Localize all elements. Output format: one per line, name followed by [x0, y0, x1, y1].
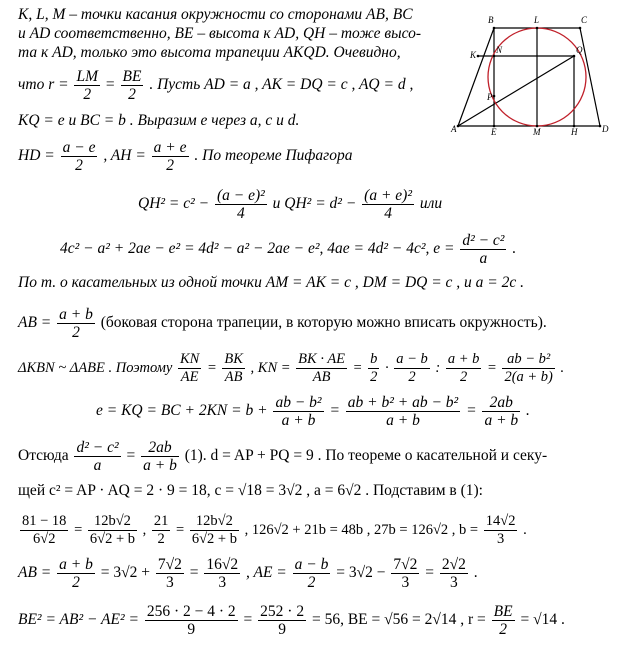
numerator: ab − b²: [502, 351, 554, 369]
fraction: [145, 603, 238, 638]
equals: =: [74, 521, 83, 538]
text-part: = 3√2 −: [336, 564, 386, 582]
equals: =: [352, 359, 363, 376]
formula-line-8: [60, 232, 516, 267]
fraction: [152, 513, 171, 548]
text-line-9: По т. о касательных из одной точки AM = AK = c , DM = DQ = c , и a = 2c .: [18, 274, 525, 291]
numerator: a − e: [62, 139, 96, 156]
label-q: Q: [576, 45, 583, 55]
equals: =: [176, 521, 185, 538]
formula-line-10: [18, 306, 547, 341]
text-line-1: K, L, M – точки касания окружности со сторонами AB, BC: [18, 6, 413, 23]
text-part: (1). d = AP + PQ = 9 . По теореме о касательной и секу-: [184, 447, 548, 465]
text-part: = 3√2 +: [100, 564, 150, 582]
denominator: AB: [312, 369, 331, 385]
numerator: 12b√2: [190, 513, 239, 531]
denominator: a + b: [143, 457, 177, 474]
denominator: 4: [237, 205, 245, 222]
denominator: 2: [128, 86, 136, 103]
fraction: [482, 394, 520, 429]
denominator: 9: [187, 621, 196, 638]
label-b: B: [488, 15, 494, 25]
numerator: 2ab: [141, 439, 179, 457]
numerator: d² − c²: [462, 232, 505, 249]
denominator: a + b: [281, 412, 316, 429]
formula-line-6: [18, 139, 352, 174]
text-part: AB =: [18, 564, 52, 582]
equals: =: [329, 402, 340, 420]
fraction: [346, 394, 460, 429]
fraction: [156, 556, 184, 591]
numerator: b: [370, 351, 378, 367]
formula-line-7: [138, 187, 442, 222]
numerator: (a − e)²: [216, 187, 265, 204]
fraction: [141, 439, 179, 474]
numerator: a + b: [447, 351, 480, 367]
denominator: 9: [278, 621, 286, 638]
comma: ,: [142, 521, 147, 538]
denominator: 2: [459, 369, 468, 385]
text-part: ΔKBN ~ ΔABE . Поэтому: [18, 359, 173, 376]
numerator: 16√2: [206, 556, 239, 573]
fraction: [204, 556, 240, 591]
numerator: 2√2: [441, 556, 466, 573]
numerator: a + b: [59, 306, 93, 323]
denominator: 3: [166, 574, 174, 591]
numerator: ab + b² + ab − b²: [347, 394, 459, 411]
numerator: 252 · 2: [260, 603, 305, 620]
fraction: [446, 351, 482, 386]
text-part: , AH =: [103, 147, 146, 165]
text-part: , KN =: [250, 359, 291, 376]
text-part: Отсюда: [18, 447, 69, 465]
formula-line-15: [18, 513, 527, 548]
fraction: [121, 68, 144, 103]
denominator: 4: [384, 205, 392, 222]
fraction: [74, 439, 120, 474]
numerator: 256 · 2 − 4 · 2: [146, 603, 236, 620]
numerator: 21: [153, 513, 169, 529]
numerator: 81 − 18: [22, 513, 67, 529]
numerator: BE: [493, 603, 513, 620]
fraction: [362, 187, 414, 222]
label-m: M: [533, 127, 541, 136]
denominator: 6√2 + b: [89, 531, 136, 547]
text-part: что r =: [18, 76, 69, 94]
text-part: BE² = AB² − AE² =: [18, 611, 139, 629]
equals: =: [487, 359, 497, 376]
text-line-14: щей c² = AP · AQ = 2 · 9 = 18, c = √18 = 3√2 , a = 6√2 . Подставим в (1):: [18, 482, 483, 499]
text-part: . По теореме Пифагора: [194, 147, 353, 165]
text-line-5: KQ = e и BC = b . Выразим e через a, c и d.: [18, 112, 300, 129]
denominator: a: [93, 457, 102, 474]
denominator: 6√2: [32, 531, 56, 547]
numerator: d² − c²: [76, 439, 119, 456]
denominator: 2: [370, 369, 378, 385]
numerator: 14√2: [485, 513, 516, 529]
colon: :: [435, 359, 441, 376]
text-part: (боковая сторона трапеции, в которую можно вписать окружность).: [100, 314, 547, 332]
text-part: .: [523, 521, 527, 538]
denominator: 2: [157, 531, 165, 547]
text-part: , 126√2 + 21b = 48b , 27b = 126√2 , b =: [244, 521, 479, 538]
fraction: [215, 187, 267, 222]
fraction: [293, 556, 331, 591]
label-h: H: [571, 127, 578, 136]
numerator: a − b: [294, 556, 329, 573]
fraction: [88, 513, 137, 548]
text-part: HD =: [18, 147, 55, 165]
equals: =: [466, 402, 477, 420]
equals: =: [206, 359, 217, 376]
text-part: QH² = c² −: [138, 195, 210, 213]
numerator: BK: [224, 351, 243, 367]
geometry-figure: [448, 8, 610, 136]
fraction: [57, 556, 95, 591]
denominator: 2: [408, 369, 416, 385]
numerator: a − b: [396, 351, 428, 367]
label-k: K: [470, 50, 477, 60]
fraction: [502, 351, 554, 386]
fraction: [61, 139, 98, 174]
text-part: = √14 .: [520, 611, 565, 629]
fraction: [258, 603, 306, 638]
text-part: , AE =: [246, 564, 287, 582]
equals: =: [105, 76, 115, 94]
numerator: BK · AE: [298, 351, 346, 367]
denominator: 2(a + b): [504, 369, 553, 385]
text-part: . Пусть AD = a , AK = DQ = c , AQ = d ,: [149, 76, 414, 94]
trapezoid: [458, 28, 600, 126]
fraction: [20, 513, 68, 548]
text-part: или: [419, 195, 443, 213]
numerator: 2ab: [482, 394, 520, 412]
denominator: AB: [224, 369, 243, 385]
text-part: 4c² − a² + 2ae − e² = 4d² − a² − 2ae − e², 4ae = 4d² − 4c², e =: [60, 240, 455, 258]
fraction: [190, 513, 239, 548]
denominator: a: [479, 250, 488, 267]
formula-line-16: [18, 556, 478, 591]
fraction: [484, 513, 518, 548]
denominator: 2: [499, 621, 507, 638]
text-part: = 56, BE = √56 = 2√14 , r =: [311, 611, 486, 629]
denominator: 2: [307, 574, 316, 591]
numerator: a + e: [153, 139, 187, 156]
denominator: 3: [401, 574, 410, 591]
formula-line-12: [96, 394, 530, 429]
equals: =: [243, 611, 253, 629]
numerator: (a + e)²: [364, 187, 412, 204]
text-part: .: [512, 240, 517, 258]
label-p: P: [487, 92, 493, 102]
numerator: LM: [76, 68, 99, 85]
formula-line-4: [18, 68, 413, 103]
denominator: 2: [166, 157, 174, 174]
fraction: [74, 68, 100, 103]
fraction: [368, 351, 379, 386]
label-n: N: [496, 45, 503, 55]
denominator: 2: [75, 157, 83, 174]
equals: =: [126, 447, 136, 465]
text-part: .: [560, 359, 565, 376]
fraction: [57, 306, 95, 341]
denominator: 2: [72, 324, 80, 341]
label-d: D: [602, 124, 609, 134]
text-part: e = KQ = BC + 2KN = b +: [96, 402, 268, 420]
fraction: [296, 351, 347, 386]
fraction: [492, 603, 515, 638]
dot: ·: [384, 359, 389, 376]
numerator: a + b: [59, 556, 93, 573]
denominator: 2: [72, 574, 80, 591]
denominator: 2: [83, 86, 92, 103]
numerator: 12b√2: [88, 513, 137, 531]
denominator: 3: [496, 531, 505, 547]
equals: =: [189, 564, 199, 582]
numerator: 7√2: [157, 556, 182, 573]
text-part: и QH² = d² −: [272, 195, 357, 213]
text-line-2: и AD соответственно, BE – высота к AD, QH – тоже высо-: [18, 25, 421, 42]
text-part: .: [526, 402, 530, 420]
denominator: a + b: [484, 412, 519, 429]
numerator: 7√2: [393, 556, 418, 573]
denominator: 3: [218, 574, 227, 591]
formula-line-11: [18, 351, 564, 386]
denominator: AE: [180, 369, 199, 385]
label-a: A: [451, 124, 457, 134]
diagonal-aq: [458, 56, 574, 126]
denominator: 6√2 + b: [191, 531, 237, 547]
label-e: E: [491, 127, 497, 136]
numerator: KN: [179, 351, 200, 367]
fraction: [273, 394, 323, 429]
text-part: .: [473, 564, 478, 582]
denominator: 3: [450, 574, 458, 591]
formula-line-17: [18, 603, 565, 638]
fraction: [222, 351, 245, 386]
fraction: [460, 232, 506, 267]
fraction: [391, 556, 419, 591]
fraction: [394, 351, 430, 386]
fraction: [178, 351, 201, 386]
text-part: AB =: [18, 314, 52, 332]
equals: =: [425, 564, 435, 582]
formula-line-13: [18, 439, 547, 474]
label-l: L: [534, 15, 540, 25]
numerator: ab − b²: [275, 394, 322, 411]
text-line-3: та к AD, только это высота трапеции AKQD. Очевидно,: [18, 44, 401, 61]
label-c: C: [581, 15, 588, 25]
fraction: [152, 139, 189, 174]
numerator: BE: [122, 68, 142, 85]
fraction: [440, 556, 468, 591]
denominator: a + b: [386, 412, 420, 429]
